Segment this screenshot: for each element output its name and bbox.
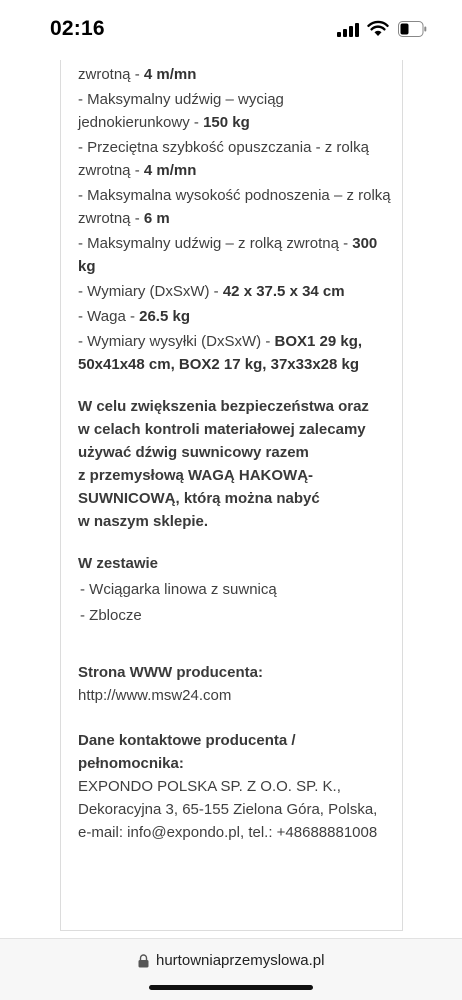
spec-item: - Waga - 26.5 kg xyxy=(78,308,190,325)
battery-icon xyxy=(398,21,427,37)
set-item: - Wciągarka linowa z suwnicą xyxy=(80,581,277,598)
set-item: - Zblocze xyxy=(80,607,142,624)
product-description xyxy=(78,40,396,844)
wifi-icon xyxy=(367,20,389,37)
producer-company: EXPONDO POLSKA SP. Z O.O. SP. K., xyxy=(78,778,341,795)
spec-item: - Przeciętna szybkość opuszczania - z rolką zwrotną - 4 m/mn xyxy=(78,139,369,179)
safety-notice: W celu zwiększenia bezpieczeństwa oraz w celach kontroli materiałowej zalecamy używać dźwig suwnicowy razem z przemysłową WAGĄ HAKOWĄ- SUWNICOWĄ, którą można nabyć w naszym sklepie. xyxy=(78,398,369,530)
spec-item: - Wymiary (DxSxW) - 42 x 37.5 x 34 cm xyxy=(78,283,345,300)
status-time: 02:16 xyxy=(50,17,105,40)
status-bar xyxy=(0,0,462,60)
lock-icon xyxy=(138,954,149,968)
producer-contact-label: Dane kontaktowe producenta / pełnomocnika: xyxy=(78,732,296,772)
cellular-signal-icon xyxy=(337,23,361,37)
browser-address-bar[interactable] xyxy=(0,938,462,1000)
spec-item: - Maksymalny udźwig – z rolką zwrotną - 300 kg xyxy=(78,235,378,275)
producer-contact: e-mail: info@expondo.pl, tel.: +48688881008 xyxy=(78,824,378,841)
home-indicator[interactable] xyxy=(149,985,313,990)
spec-item: - Maksymalna wysokość podnoszenia – z rolką zwrotną - 6 m xyxy=(78,187,391,227)
spec-item: zwrotną - 4 m/mn xyxy=(78,66,197,83)
set-title: W zestawie xyxy=(78,555,159,572)
address-url[interactable]: hurtowniaprzemyslowa.pl xyxy=(156,952,325,969)
spec-item: - Maksymalny udźwig – wyciąg jednokierunkowy - 150 kg xyxy=(78,91,284,131)
producer-www-link[interactable]: http://www.msw24.com xyxy=(78,687,232,704)
producer-address: Dekoracyjna 3, 65-155 Zielona Góra, Polska, xyxy=(78,801,378,818)
producer-www-label: Strona WWW producenta: xyxy=(78,664,263,681)
spec-item: - Wymiary wysyłki (DxSxW) - BOX1 29 kg, 50x41x48 cm, BOX2 17 kg, 37x33x28 kg xyxy=(78,333,363,373)
